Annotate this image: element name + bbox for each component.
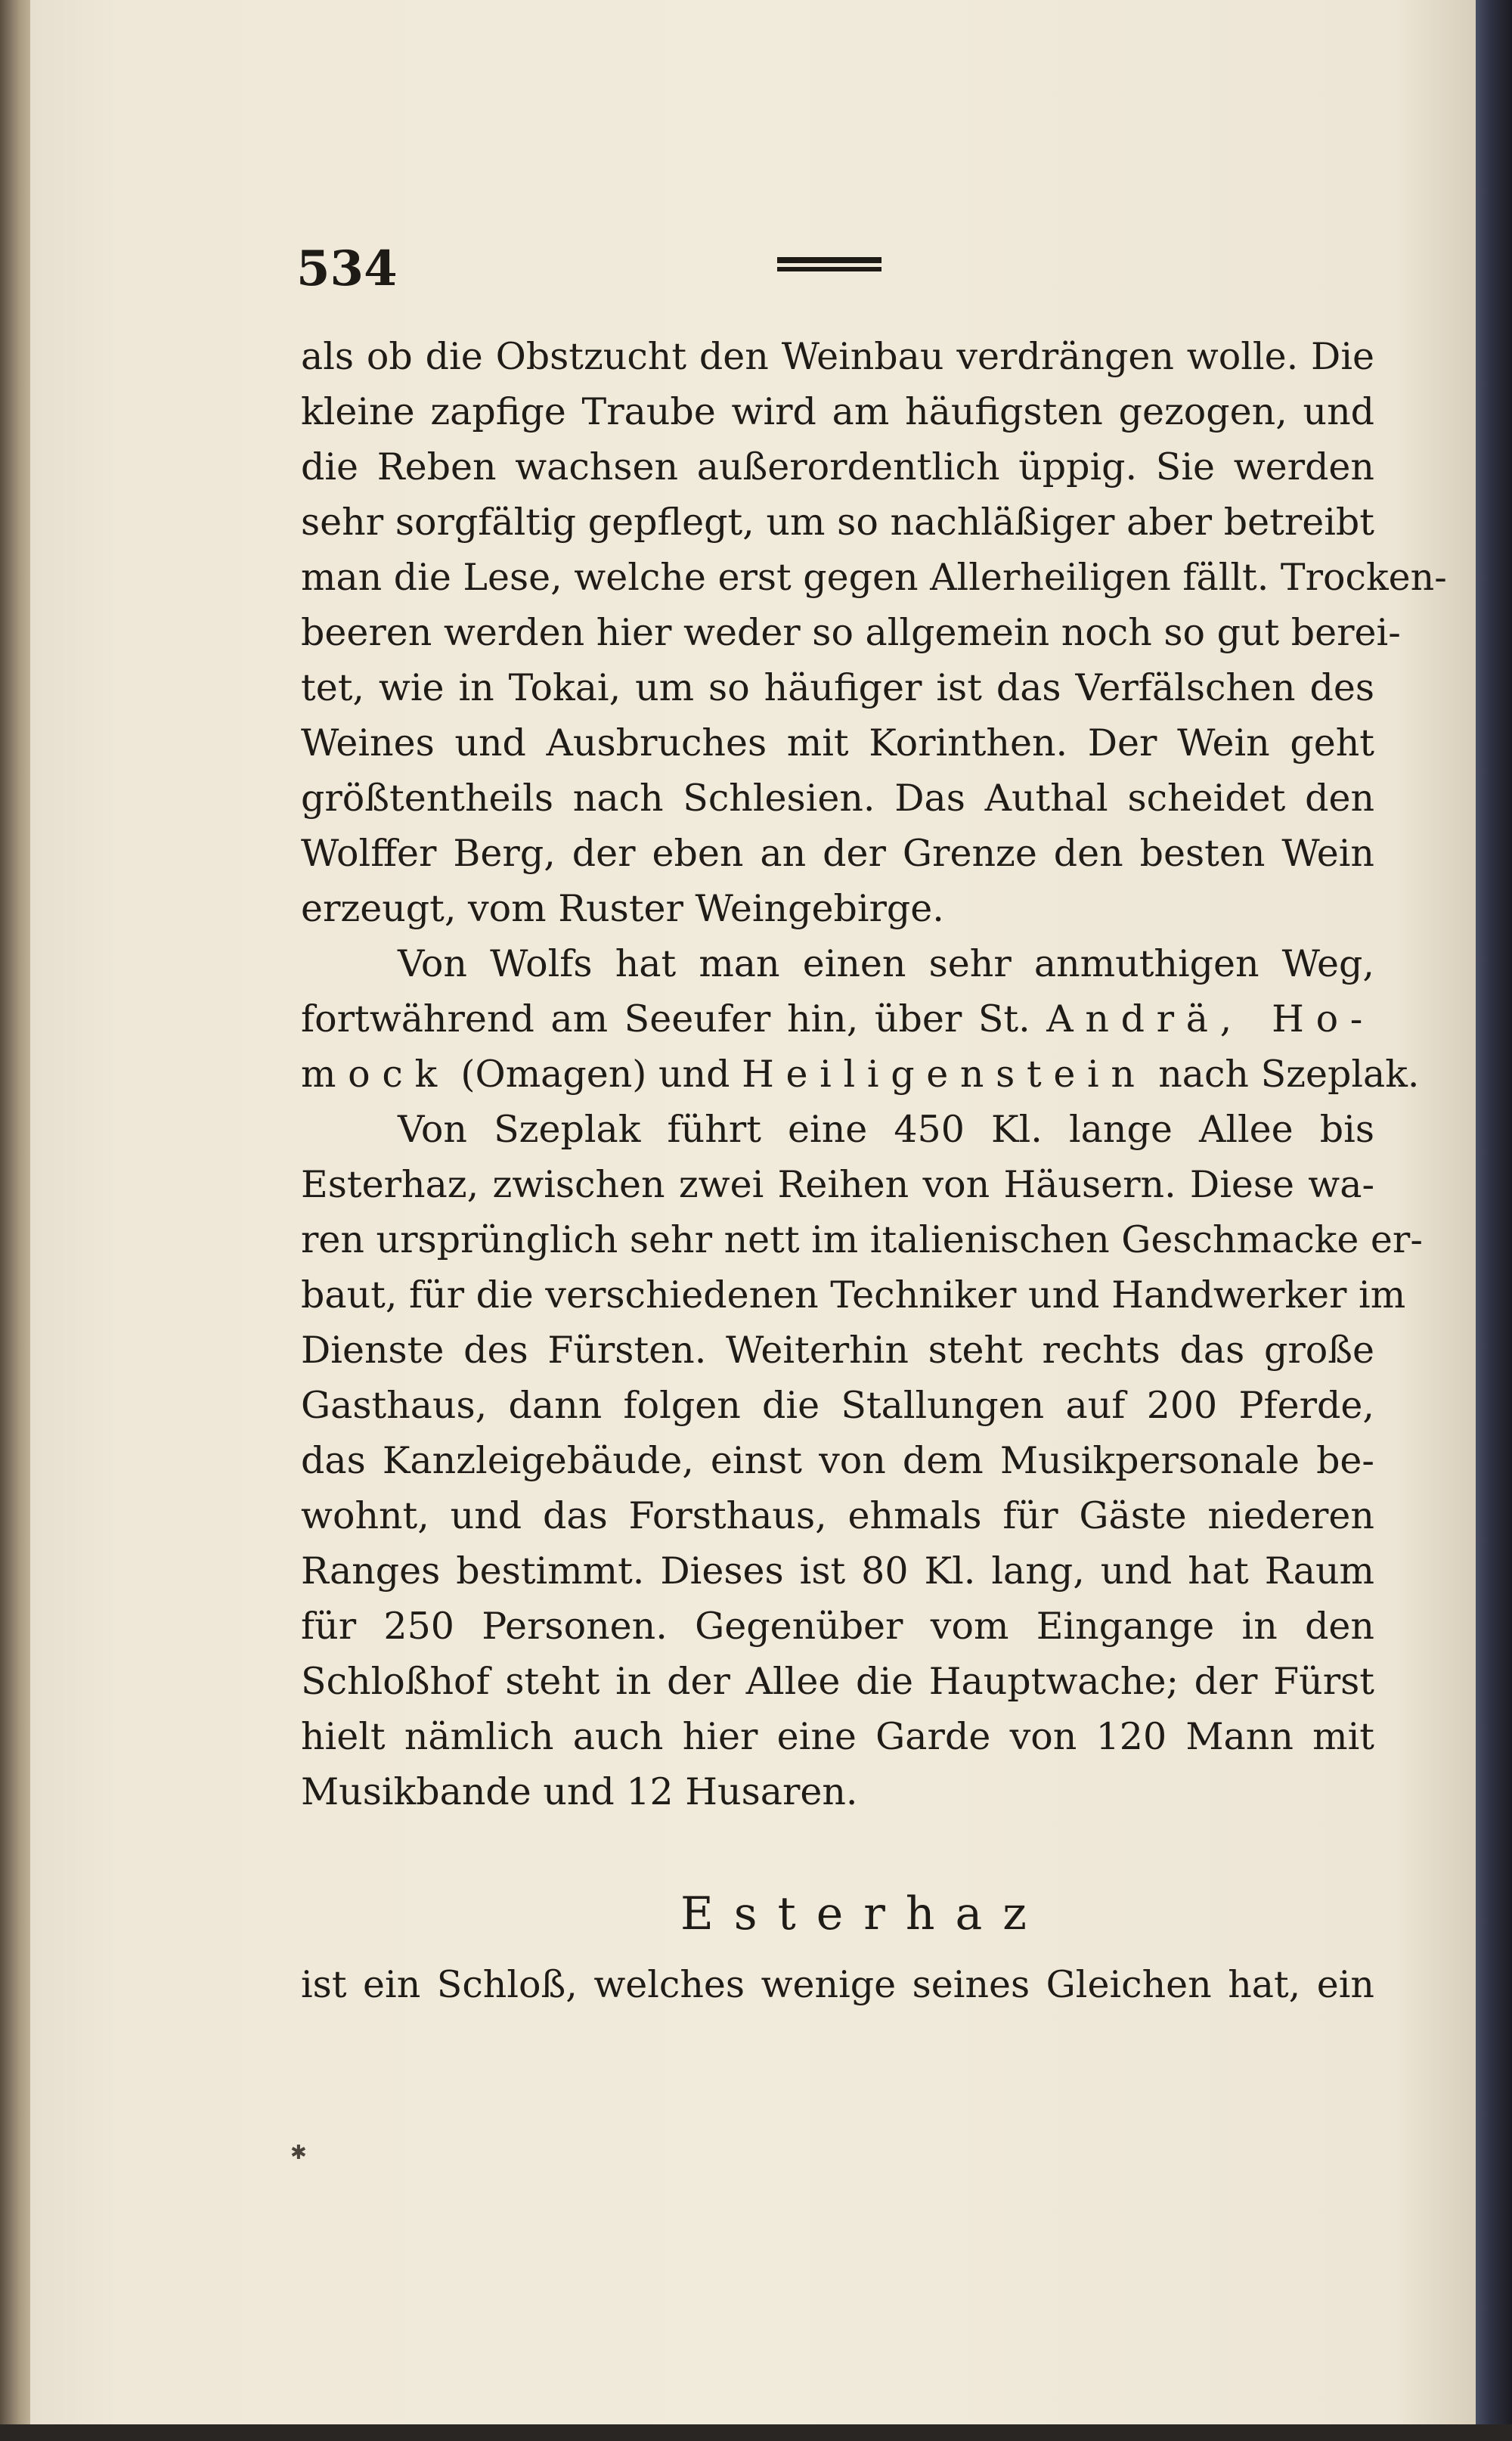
text-line: sehr sorgfältig gepflegt, um so nachläßiger aber betreibt <box>301 501 1374 544</box>
text-line <box>301 1047 1420 1102</box>
text-run: ist ein Schloß, welches wenige seines Gleichen hat, ein <box>301 1963 1374 2006</box>
header-rule <box>777 257 881 277</box>
text-line: Ranges bestimmt. Dieses ist 80 Kl. lang, und hat Raum <box>301 1549 1374 1593</box>
text-line <box>301 1957 1374 2012</box>
text-run: nach Szeplak. <box>1158 1053 1420 1096</box>
text-line: wohnt, und das Forsthaus, ehmals für Gäste niederen <box>301 1494 1374 1537</box>
text-line: als ob die Obstzucht den Weinbau verdrängen wolle. Die <box>301 335 1374 378</box>
page-number: 534 <box>296 240 398 297</box>
text-line: das Kanzleigebäude, einst von dem Musikpersonale be- <box>301 1439 1374 1482</box>
text-run: fortwährend am Seeufer hin, über St. <box>301 997 1030 1041</box>
book-cover-edge <box>1476 0 1512 2441</box>
spaced-name: mock <box>301 1053 449 1096</box>
text-line: erzeugt, vom Ruster Weingebirge. <box>301 887 944 930</box>
ink-speck: ✱ <box>290 2142 307 2164</box>
text-line: Weines und Ausbruches mit Korinthen. Der Wein geht <box>301 721 1374 765</box>
text-line: für 250 Personen. Gegenüber vom Eingange in den <box>301 1605 1374 1648</box>
text-line: Musikbande und 12 Husaren. <box>301 1770 858 1813</box>
text-line: kleine zapfige Traube wird am häufigsten gezogen, und <box>301 390 1374 433</box>
text-line: beeren werden hier weder so allgemein noch so gut berei- <box>301 611 1401 654</box>
text-line: Esterhaz, zwischen zwei Reihen von Häusern. Diese wa- <box>301 1163 1374 1206</box>
text-line: hielt nämlich auch hier eine Garde von 120 Mann mit <box>301 1715 1374 1758</box>
scan-bottom-edge <box>0 2424 1512 2441</box>
text-line: ren ursprünglich sehr nett im italienischen Geschmacke er- <box>301 1218 1423 1261</box>
text-run: (Omagen) und <box>460 1053 730 1096</box>
text-line: baut, für die verschiedenen Techniker und Handwerker im <box>301 1273 1406 1317</box>
text-line: Schloßhof steht in der Allee die Hauptwache; der Fürst <box>301 1660 1374 1703</box>
text-line: Von Wolfs hat man einen sehr anmuthigen Weg, <box>398 942 1374 985</box>
text-line <box>301 991 1374 1047</box>
text-line: größtentheils nach Schlesien. Das Authal scheidet den <box>301 777 1374 820</box>
section-heading: Esterhaz <box>680 1887 1047 1940</box>
text-line: Dienste des Fürsten. Weiterhin steht rechts das große <box>301 1329 1374 1372</box>
body-text <box>301 329 1447 1819</box>
text-line: Wolffer Berg, der eben an der Grenze den besten Wein <box>301 832 1374 875</box>
text-line: Von Szeplak führt eine 450 Kl. lange Allee bis <box>398 1108 1374 1151</box>
spaced-name: Heiligenstein <box>742 1053 1147 1096</box>
text-line: die Reben wachsen außerordentlich üppig. Sie werden <box>301 445 1374 489</box>
spaced-name: Andrä, Ho- <box>1046 997 1374 1041</box>
text-line: man die Lese, welche erst gegen Allerheiligen fällt. Trocken- <box>301 556 1447 599</box>
text-line: Gasthaus, dann folgen die Stallungen auf 200 Pferde, <box>301 1384 1374 1427</box>
text-line: tet, wie in Tokai, um so häufiger ist das Verfälschen des <box>301 666 1374 709</box>
